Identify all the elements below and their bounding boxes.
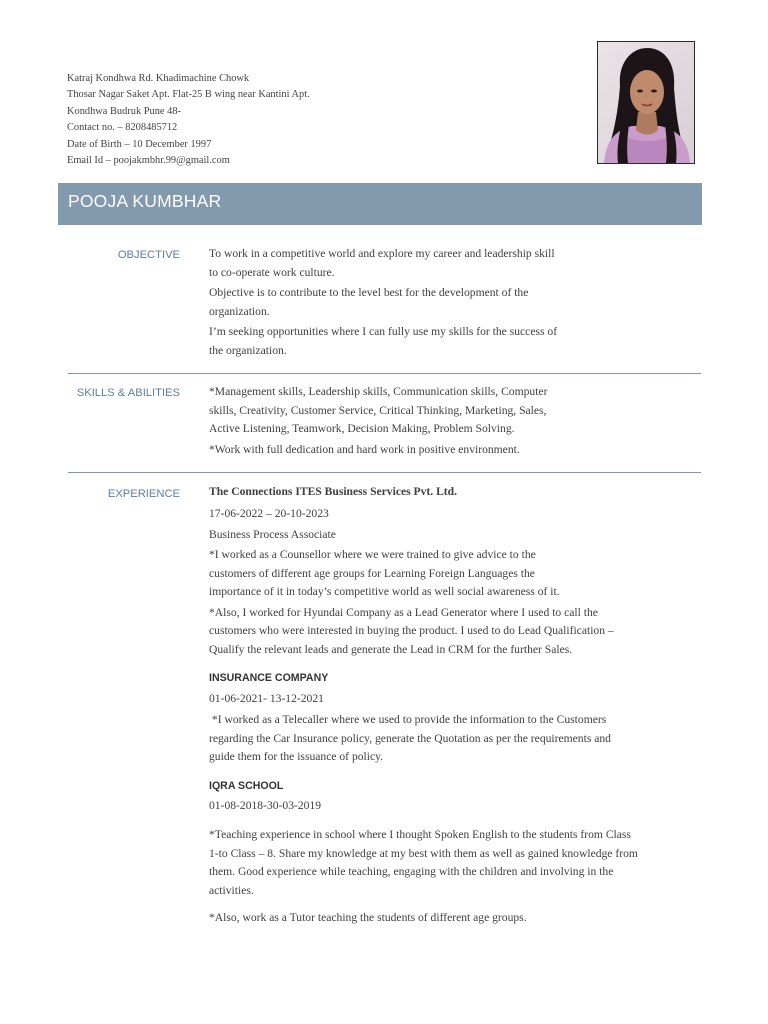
objective-line: the organization. bbox=[209, 343, 287, 357]
job-company: The Connections ITES Business Services Pvt. Ltd. bbox=[209, 485, 458, 498]
objective-line: to co-operate work culture. bbox=[209, 265, 335, 279]
objective-line: I’m seeking opportunities where I can fully use my skills for the success of bbox=[209, 325, 558, 338]
job-description-line: 1-to Class – 8. Share my knowledge at my best with them as well as gained knowledge from bbox=[209, 846, 638, 860]
job-dates: 01-06-2021- 13-12-2021 bbox=[209, 692, 324, 705]
skills-line: *Management skills, Leadership skills, Communication skills, Computer bbox=[209, 385, 548, 398]
job-dates: 01-08-2018-30-03-2019 bbox=[209, 799, 322, 812]
job-description-line: *I worked as a Counsellor where we were trained to give advice to the bbox=[209, 548, 536, 561]
job-description-line: importance of it in today’s competitive world as well social awareness of it. bbox=[209, 585, 560, 598]
objective-line: To work in a competitive world and explore my career and leadership skill bbox=[209, 247, 555, 260]
section-label-skills: SKILLS & ABILITIES bbox=[76, 387, 180, 399]
email-id: Email Id – poojakmbhr.99@gmail.com bbox=[67, 155, 230, 167]
section-label-objective: OBJECTIVE bbox=[117, 249, 180, 261]
objective-line: organization. bbox=[209, 304, 270, 318]
job-description-line: them. Good experience while teaching, engaging with the children and involving in the bbox=[209, 865, 614, 878]
job-extra-note: *Also, work as a Tutor teaching the students of different age groups. bbox=[209, 911, 527, 924]
skills-text bbox=[209, 383, 547, 459]
date-of-birth: Date of Birth – 10 December 1997 bbox=[67, 138, 212, 150]
job-description bbox=[209, 826, 638, 900]
job-description-line: regarding the Car Insurance policy, generate the Quotation as per the requirements and bbox=[209, 731, 611, 745]
address-line-3: Kondhwa Budruk Pune 48- bbox=[67, 105, 181, 117]
job-description bbox=[209, 711, 611, 767]
job-description-line: *I worked as a Telecaller where we used to provide the information to the Customers bbox=[209, 713, 607, 726]
job-role: Business Process Associate bbox=[209, 528, 336, 541]
job-company: IQRA SCHOOL bbox=[209, 780, 284, 792]
address-line-2: Thosar Nagar Saket Apt. Flat-25 B wing near Kantini Apt. bbox=[67, 89, 310, 101]
job-description-line: customers who were interested in buying the product. I used to do Lead Qualification – bbox=[209, 624, 614, 637]
job-description bbox=[209, 546, 614, 659]
profile-photo bbox=[597, 41, 695, 164]
objective-text bbox=[209, 245, 557, 360]
candidate-name: POOJA KUMBHAR bbox=[68, 191, 222, 211]
objective-line: Objective is to contribute to the level best for the development of the bbox=[209, 286, 529, 299]
job-dates: 17-06-2022 – 20-10-2023 bbox=[209, 507, 329, 520]
address-line-1: Katraj Kondhwa Rd. Khadimachine Chowk bbox=[67, 73, 250, 84]
section-divider bbox=[68, 373, 701, 374]
skills-line: *Work with full dedication and hard work in positive environment. bbox=[209, 442, 520, 456]
job-description-line: guide them for the issuance of policy. bbox=[209, 750, 384, 763]
section-divider bbox=[68, 472, 701, 473]
skills-line: skills, Creativity, Customer Service, Critical Thinking, Marketing, Sales, bbox=[209, 403, 547, 417]
name-header-bar bbox=[58, 183, 702, 225]
contact-number: Contact no. – 8208485712 bbox=[67, 122, 178, 134]
skills-line: Active Listening, Teamwork, Decision Making, Problem Solving. bbox=[209, 422, 515, 435]
job-description-line: *Also, I worked for Hyundai Company as a Lead Generator where I used to call the bbox=[209, 605, 598, 619]
job-description-line: *Teaching experience in school where I thought Spoken English to the students from Class bbox=[209, 828, 631, 841]
job-company: INSURANCE COMPANY bbox=[209, 672, 329, 684]
job-description-line: customers of different age groups for Learning Foreign Languages the bbox=[209, 566, 535, 580]
job-description-line: Qualify the relevant leads and generate the Lead in CRM for the further Sales. bbox=[209, 642, 573, 656]
contact-details bbox=[67, 71, 487, 169]
section-label-experience: EXPERIENCE bbox=[107, 488, 180, 500]
job-description-line: activities. bbox=[209, 883, 254, 897]
